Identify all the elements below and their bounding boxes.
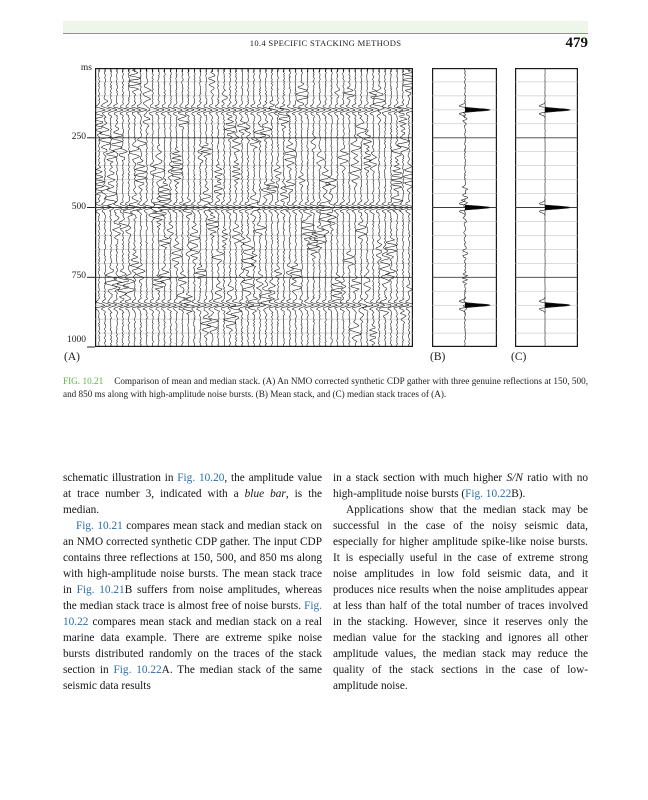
left-column bbox=[63, 470, 322, 694]
text-segment: B suffers from noise amplitudes, whereas the median stack trace is almost free of noise bursts. bbox=[63, 584, 322, 612]
text-segment: Applications show that the median stack may be successful in the case of the noisy seismic data, especially for higher amplitude spike-like noise bursts. It is especially useful in the case of extreme strong noise amplitudes in low fold seismic data, and it produces nice results when the noise amplitudes appear at less than half of the total number of traces involved in the stacking. However, since it reserves only the median value for the stacking and ignores all other amplitude values, the median stack may reduce the quality of the stack sections in the case of low-amplitude noise. bbox=[333, 504, 588, 692]
page-number: 479 bbox=[565, 35, 588, 51]
y-axis-tick-label: 250 bbox=[71, 132, 86, 142]
section-heading: 10.4 SPECIFIC STACKING METHODS bbox=[249, 38, 402, 48]
median-stack-panel-c bbox=[515, 68, 578, 347]
figure-caption-text: Comparison of mean and median stack. (A) An NMO corrected synthetic CDP gather with three genuine reflections at 150, 500, and 850 ms along with high-amplitude noise bursts. (B) Mean stack, and (C) median stack traces of (A). bbox=[63, 376, 588, 399]
figure-reference-link[interactable]: Fig. 10.20 bbox=[177, 472, 225, 484]
paragraph bbox=[63, 470, 322, 518]
figure-caption bbox=[63, 375, 588, 400]
text-segment: ratio with no high-amplitude noise bursts ( bbox=[333, 472, 588, 500]
text-segment: , is the median. bbox=[63, 488, 322, 516]
text-segment: , the amplitude value at trace number 3, indicated with a bbox=[63, 472, 322, 500]
seismic-gather-panel-a bbox=[95, 68, 413, 347]
body-text-columns bbox=[63, 470, 588, 694]
text-segment: schematic illustration in bbox=[63, 472, 178, 484]
right-column bbox=[333, 470, 588, 694]
text-segment: in a stack section with much higher bbox=[333, 472, 507, 484]
y-axis-tick-label: 500 bbox=[71, 202, 86, 212]
text-segment: B). bbox=[511, 488, 526, 500]
y-axis-tick-marks bbox=[87, 68, 95, 349]
panel-label-c: (C) bbox=[511, 351, 527, 363]
paragraph bbox=[333, 502, 588, 694]
text-segment: blue bar bbox=[244, 488, 286, 500]
panel-label-a: (A) bbox=[64, 351, 80, 363]
text-segment: compares mean stack and median stack on a real marine data example. There are extreme spike noise bursts distributed randomly on the traces of the stack section in bbox=[63, 616, 322, 676]
header-rule-bar bbox=[63, 21, 588, 34]
figure-reference-link[interactable]: Fig. 10.21 bbox=[76, 520, 123, 532]
y-axis-unit-label: ms bbox=[80, 63, 92, 73]
text-segment: A. The median stack of the same seismic data results bbox=[63, 664, 323, 692]
figure-reference-link[interactable]: Fig. 10.22 bbox=[465, 488, 512, 500]
text-segment: S/N bbox=[506, 472, 523, 484]
panel-label-b: (B) bbox=[430, 351, 446, 363]
y-axis-tick-label: 750 bbox=[71, 271, 86, 281]
mean-stack-panel-b bbox=[432, 68, 497, 347]
figure-reference-link[interactable]: Fig. 10.22 bbox=[113, 664, 162, 676]
figure-caption-label: FIG. 10.21 bbox=[63, 376, 104, 386]
paragraph bbox=[333, 470, 588, 502]
figure-reference-link[interactable]: Fig. 10.21 bbox=[76, 584, 125, 596]
figure-reference-link[interactable]: Fig. 10.22 bbox=[63, 600, 322, 628]
text-segment: compares mean stack and median stack on an NMO corrected synthetic CDP gather. The input CDP contains three reflections at 150, 500, and 850 ms along with high-amplitude noise bursts. The mean stack trace in bbox=[63, 520, 322, 596]
paragraph bbox=[63, 518, 322, 694]
y-axis-tick-label: 1000 bbox=[67, 335, 86, 345]
